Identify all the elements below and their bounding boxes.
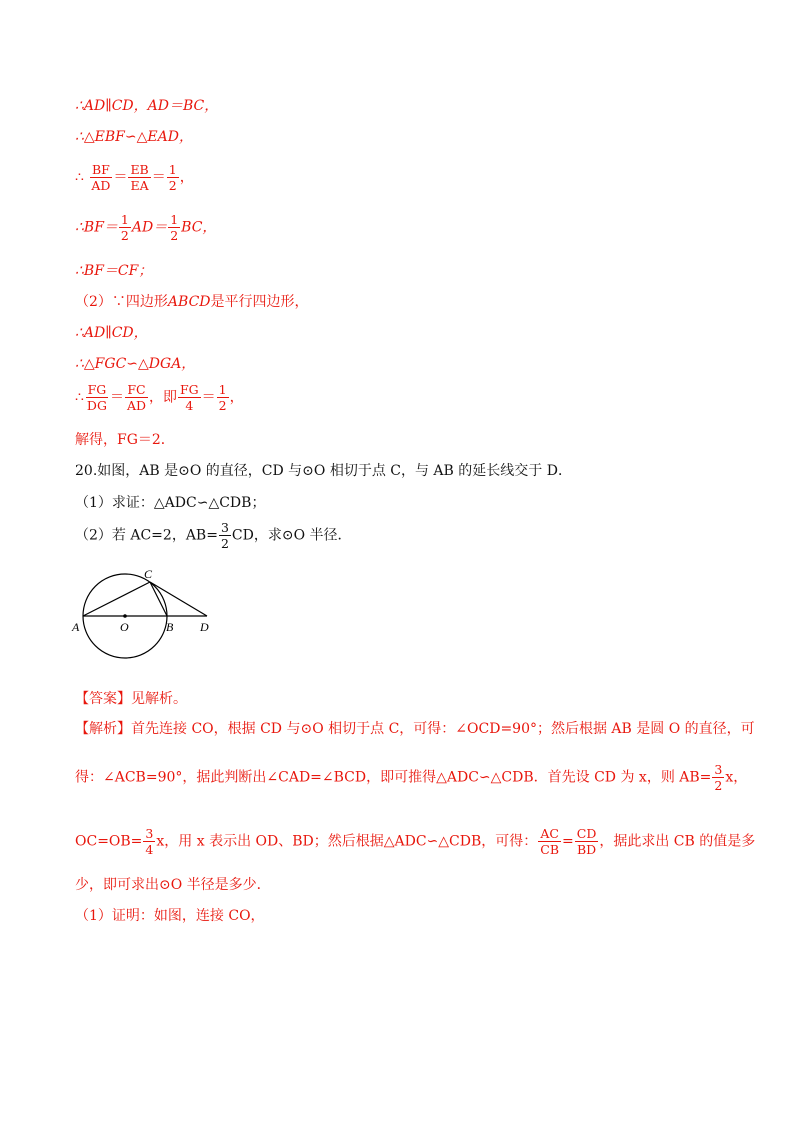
label-a: A	[72, 620, 80, 634]
solution2-line-3: ∴△FGC∽△DGA，	[75, 356, 196, 372]
solution-line-4: ∴BF＝ $\frac{1}{2}$ AD＝ $\frac{1}{2}$ BC，	[75, 212, 217, 243]
circle-tangent-diagram	[68, 565, 228, 665]
solution2-line-1: （2）∵四边形ABCD是平行四边形，	[75, 294, 309, 310]
fraction: $\frac{3}{4}$	[145, 826, 154, 857]
solution2-line-4: ∴ $\frac{FG}{DG}$ ＝ $\frac{FC}{AD}$ ，即 $\frac{FG}{4}$ ＝ $\frac{1}{2}$ ，	[75, 382, 244, 413]
fraction: $\frac{1}{2}$	[170, 212, 179, 243]
solution-line-5: ∴BF＝CF；	[75, 263, 153, 279]
fraction: $\frac{3}{2}$	[714, 762, 723, 793]
solution2-line-5: 解得，FG＝2．	[75, 432, 175, 448]
label-c: C	[144, 567, 153, 581]
answer-line: 【答案】见解析。	[75, 691, 187, 707]
problem-20-q1: （1）求证：△ADC∽△CDB；	[75, 495, 266, 511]
fraction: $\frac{EB}{EA}$	[130, 162, 149, 193]
solution-line-3: ∴ $\frac{BF}{AD}$ ＝ $\frac{EB}{EA}$ ＝ $\frac{1}{2}$ ，	[75, 162, 194, 193]
label-o: O	[120, 620, 129, 634]
solution-line-1: ∴AD∥CD，AD＝BC，	[75, 98, 219, 114]
fraction: $\frac{1}{2}$	[218, 382, 227, 413]
fraction: $\frac{BF}{AD}$	[91, 162, 111, 193]
analysis-line-1: 【解析】首先连接 CO，根据 CD 与⊙O 相切于点 C，可得：∠OCD=90°；然后根据 AB 是圆 O 的直径，可	[75, 721, 755, 737]
fraction: $\frac{FG}{DG}$	[86, 382, 107, 413]
fraction: $\frac{1}{2}$	[168, 162, 177, 193]
segment-ac	[83, 582, 150, 616]
answer-tag: 【答案】	[75, 691, 131, 707]
center-point-o	[123, 614, 127, 618]
analysis-line-2: 得：∠ACB=90°，据此判断出∠CAD=∠BCD，即可推得△ADC∽△CDB．首先设 CD 为 x，则 AB= $\frac{3}{2}$ x，	[75, 762, 748, 793]
fraction: $\frac{FC}{AD}$	[126, 382, 146, 413]
analysis-line-4: 少，即可求出⊙O 半径是多少．	[75, 877, 271, 893]
problem-20-stem: 20.如图，AB 是⊙O 的直径，CD 与⊙O 相切于点 C，与 AB 的延长线交于 D．	[75, 463, 572, 479]
fraction: $\frac{3}{2}$	[220, 520, 229, 551]
proof-line-1: （1）证明：如图，连接 CO，	[75, 908, 265, 924]
problem-20-q2: （2）若 AC=2，AB= $\frac{3}{2}$ CD，求⊙O 半径．	[75, 520, 352, 551]
analysis-line-3: OC=OB= $\frac{3}{4}$ x，用 x 表示出 OD、BD；然后根据△ADC∽△CDB，可得： $\frac{AC}{CB}$ = $\frac{CD}{BD}$ ，据此求出 CB 的值是多	[75, 826, 756, 857]
fraction: $\frac{FG}{4}$	[180, 382, 199, 413]
solution2-line-2: ∴AD∥CD，	[75, 325, 148, 341]
fraction: $\frac{1}{2}$	[120, 212, 129, 243]
solution-line-2: ∴△EBF∽△EAD，	[75, 129, 193, 145]
fraction: $\frac{CD}{BD}$	[576, 826, 597, 857]
fraction: $\frac{AC}{CB}$	[540, 826, 560, 857]
label-d: D	[200, 620, 209, 634]
analysis-tag: 【解析】	[75, 721, 131, 737]
label-b: B	[166, 620, 174, 634]
